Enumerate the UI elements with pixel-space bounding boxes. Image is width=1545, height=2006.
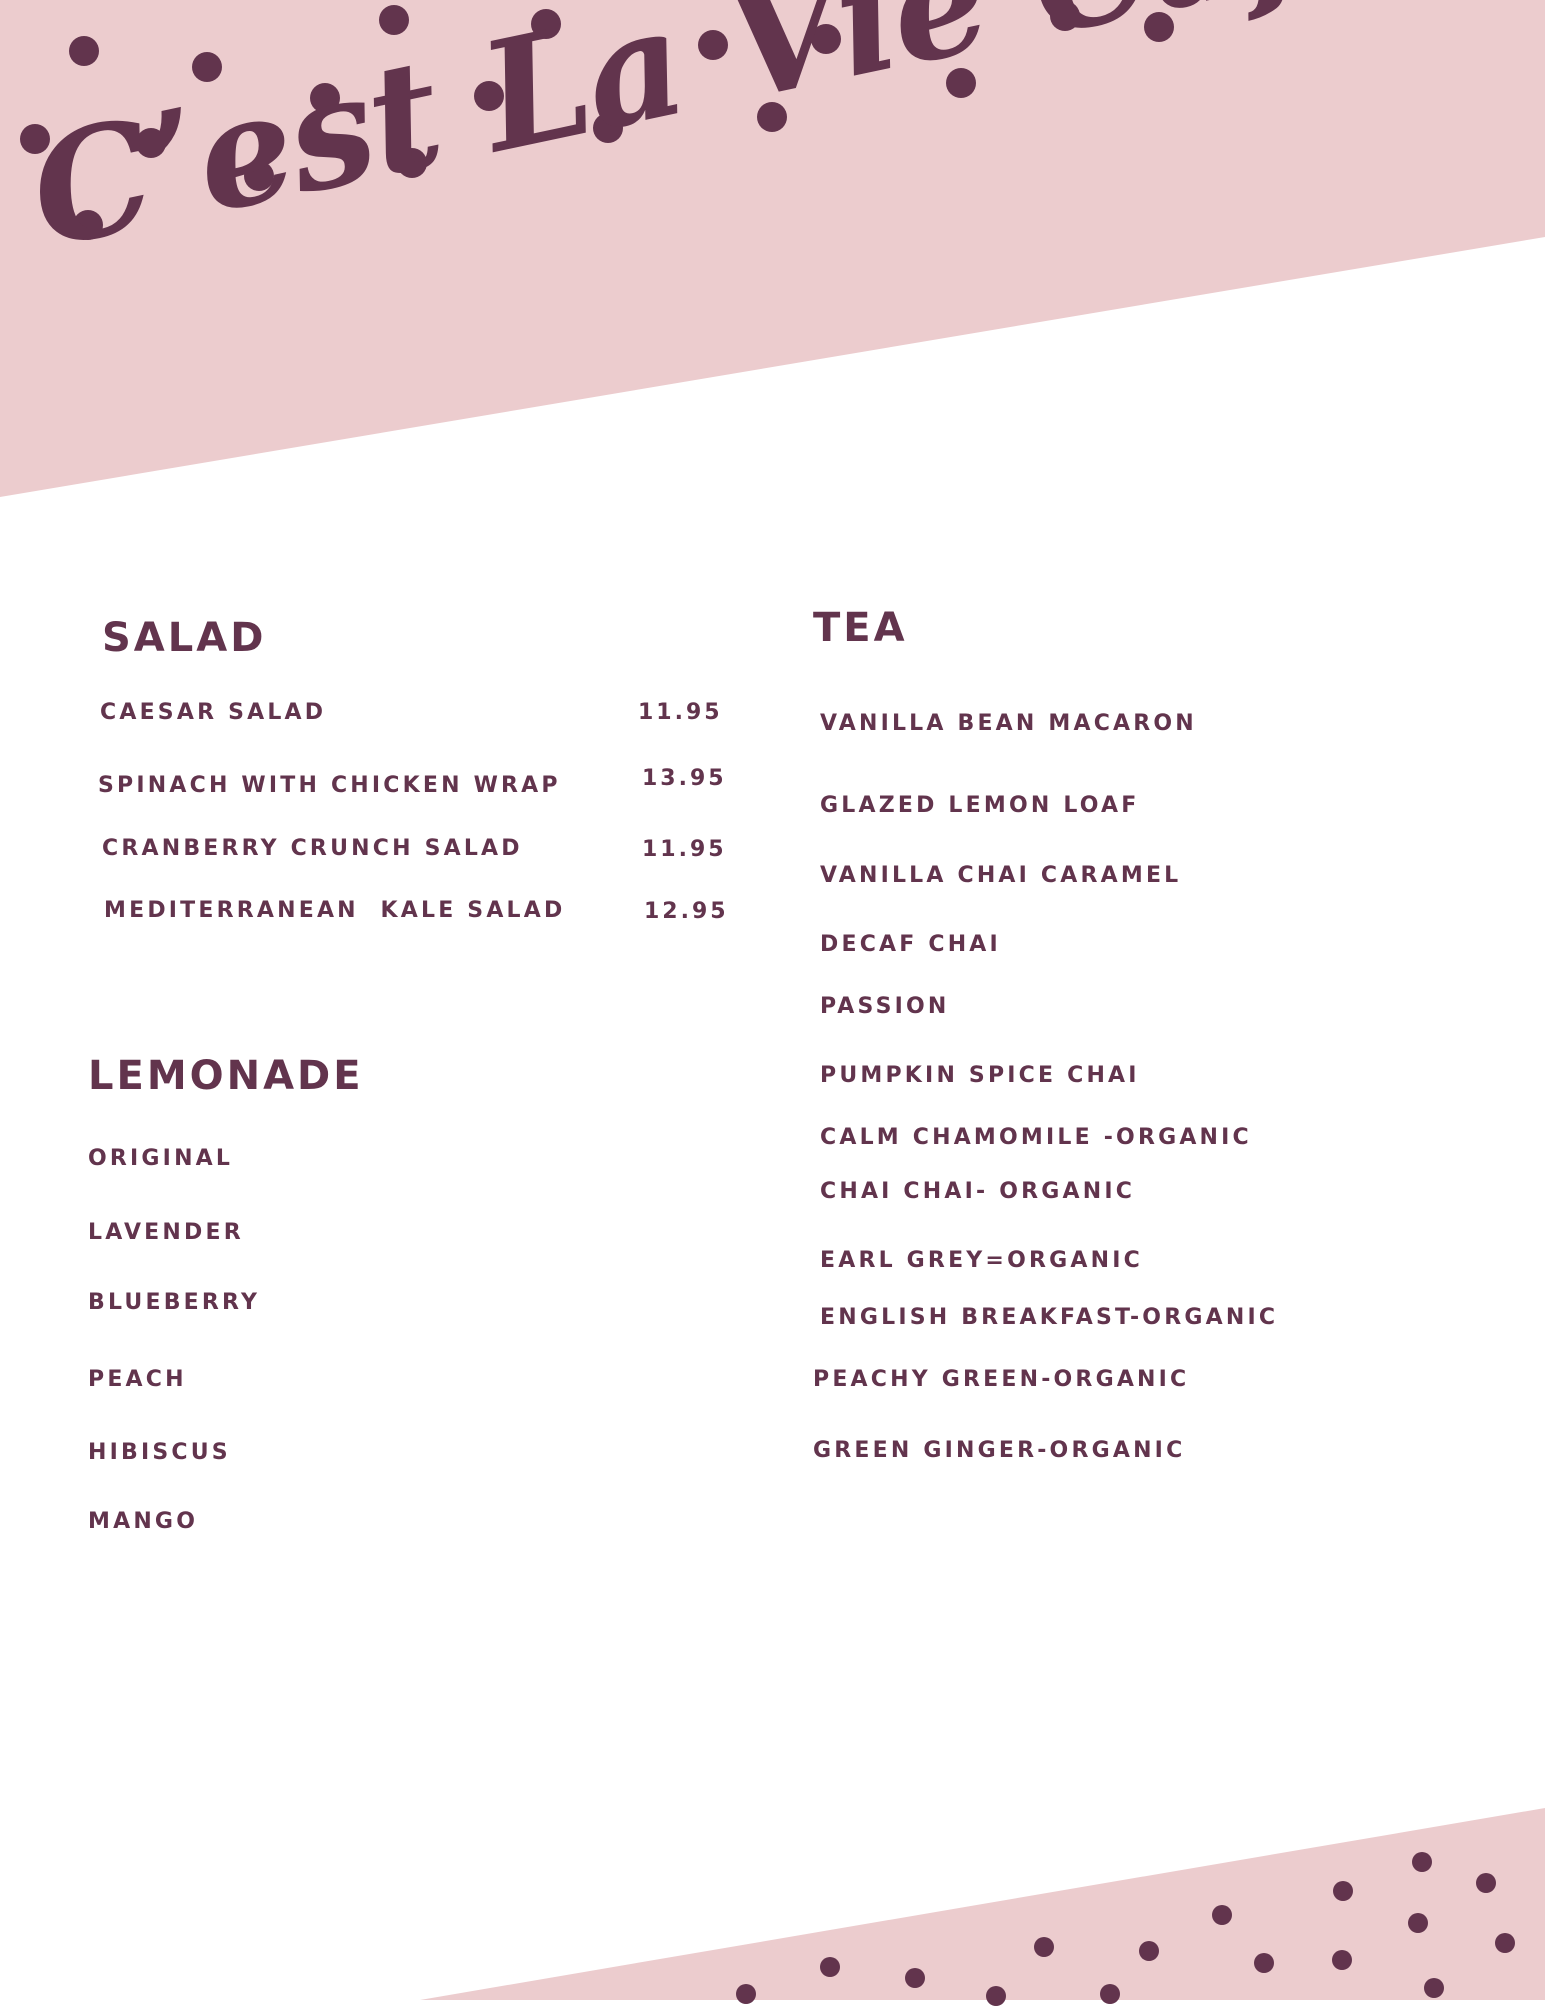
polka-dot [905, 1968, 925, 1988]
tea-item: PUMPKIN SPICE CHAI [820, 1063, 1140, 1088]
tea-heading: TEA [813, 605, 908, 651]
tea-item: VANILLA CHAI CARAMEL [820, 863, 1182, 888]
tea-item: DECAF CHAI [820, 932, 1001, 957]
salad-item-name: CAESAR SALAD [100, 700, 327, 725]
tea-item: EARL GREY=ORGANIC [820, 1248, 1143, 1273]
polka-dot [1424, 1978, 1444, 1998]
lemonade-item: ORIGINAL [88, 1146, 234, 1171]
salad-item-name: CRANBERRY CRUNCH SALAD [102, 836, 523, 861]
polka-dot [1495, 1933, 1515, 1953]
tea-item: CALM CHAMOMILE -ORGANIC [820, 1125, 1252, 1150]
tea-item: CHAI CHAI- ORGANIC [820, 1179, 1136, 1204]
polka-dot [736, 1984, 756, 2004]
polka-dot [1412, 1852, 1432, 1872]
polka-dot [1408, 1913, 1428, 1933]
tea-item: GLAZED LEMON LOAF [820, 793, 1140, 818]
polka-dot [1139, 1941, 1159, 1961]
polka-dot [1333, 1881, 1353, 1901]
polka-dot [1332, 1950, 1352, 1970]
lemonade-item: LAVENDER [88, 1220, 244, 1245]
polka-dot [1476, 1873, 1496, 1893]
salad-heading: SALAD [102, 615, 267, 661]
polka-dot [69, 36, 99, 66]
tea-item: VANILLA BEAN MACARON [820, 711, 1197, 736]
polka-dot [1100, 1984, 1120, 2004]
salad-item-name: SPINACH WITH CHICKEN WRAP [98, 773, 561, 798]
salad-item-price: 12.95 [644, 899, 729, 924]
bottom-decorative-band [0, 1800, 1545, 2000]
lemonade-item: BLUEBERRY [88, 1290, 261, 1315]
polka-dot [1034, 1937, 1054, 1957]
lemonade-item: MANGO [88, 1509, 199, 1534]
polka-dot [820, 1957, 840, 1977]
salad-item-name: MEDITERRANEAN KALE SALAD [104, 898, 566, 923]
lemonade-heading: LEMONADE [88, 1053, 364, 1099]
tea-item: PEACHY GREEN-ORGANIC [813, 1367, 1190, 1392]
salad-item-price: 11.95 [638, 700, 723, 725]
tea-item: PASSION [820, 994, 950, 1019]
salad-item-price: 11.95 [642, 837, 727, 862]
salad-item-price: 13.95 [642, 766, 727, 791]
lemonade-item: HIBISCUS [88, 1440, 231, 1465]
lemonade-item: PEACH [88, 1367, 187, 1392]
polka-dot [986, 1986, 1006, 2006]
polka-dot [1212, 1905, 1232, 1925]
tea-item: ENGLISH BREAKFAST-ORGANIC [820, 1305, 1279, 1330]
polka-dot [1254, 1953, 1274, 1973]
tea-item: GREEN GINGER-ORGANIC [813, 1438, 1186, 1463]
